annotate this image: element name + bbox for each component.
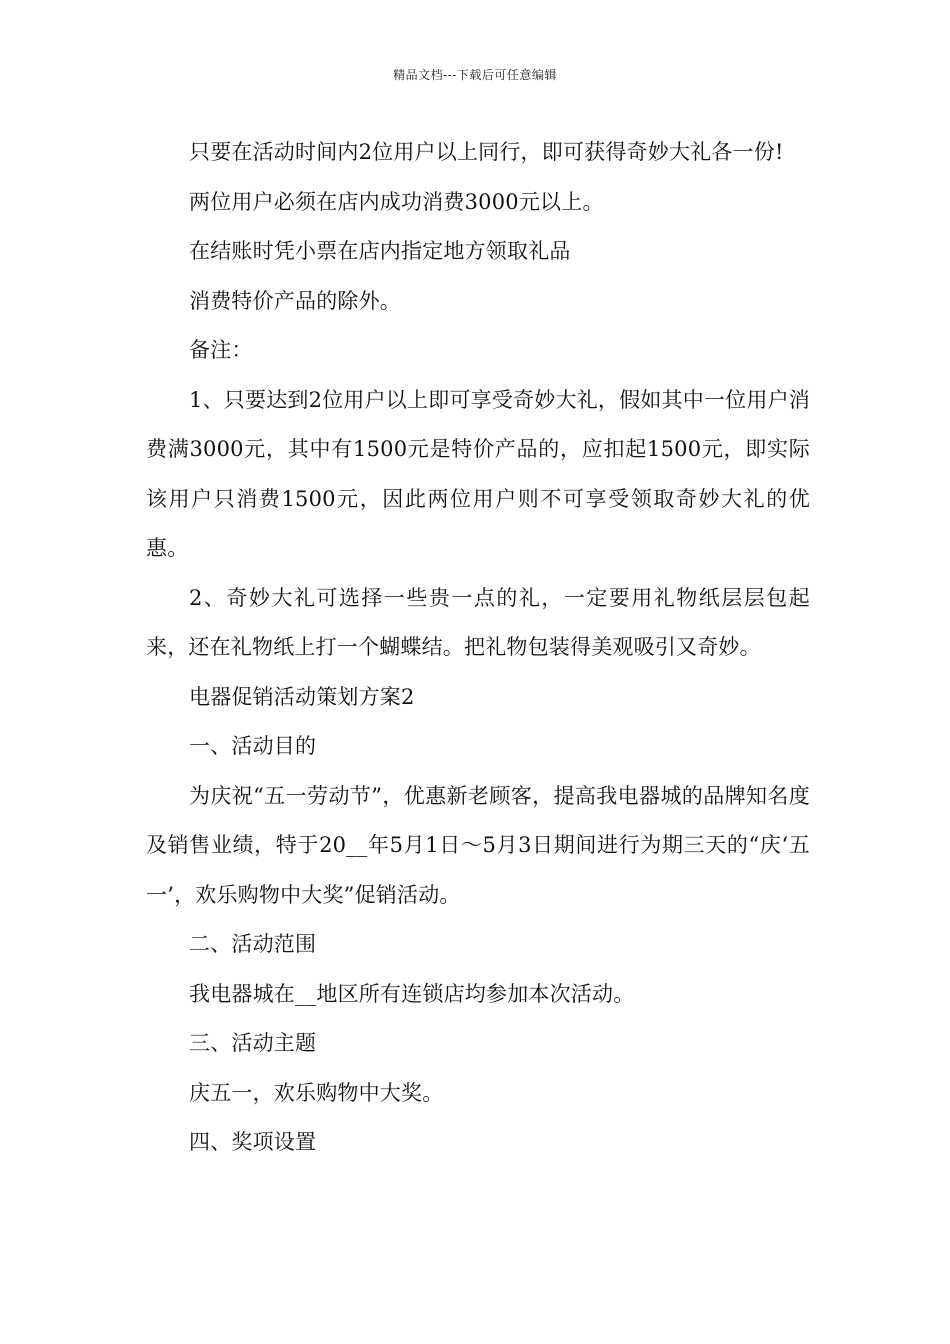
paragraph-theme: 庆五一，欢乐购物中大奖。	[189, 1080, 444, 1105]
heading-prize-setup: 四、奖项设置	[189, 1130, 317, 1154]
paragraph-note-2: 2、奇妙大礼可选择一些贵一点的礼，一定要用礼物纸层层包起来，还在礼物纸上打一个蝴蝶结。把礼物包装得美观吸引又奇妙。	[146, 585, 810, 659]
page-header: 精品文档---下载后可任意编辑	[393, 68, 557, 82]
section-title-plan-2: 电器促销活动策划方案2	[189, 684, 415, 709]
paragraph-min-spend: 两位用户必须在店内成功消费3000元以上。	[189, 189, 604, 214]
paragraph-receipt: 在结账时凭小票在店内指定地方领取礼品	[189, 239, 571, 263]
heading-activity-scope: 二、活动范围	[189, 932, 317, 956]
heading-activity-purpose: 一、活动目的	[189, 734, 317, 758]
paragraph-purpose: 为庆祝“五一劳动节”，优惠新老顾客，提高我电器城的品牌知名度及销售业绩，特于20__年5月1日～5月3日期间进行为期三天的“庆‘五一’，欢乐购物中大奖”促销活动。	[146, 783, 810, 907]
paragraph-gift-offer: 只要在活动时间内2位用户以上同行，即可获得奇妙大礼各一份!	[189, 140, 784, 164]
paragraph-exclusion: 消费特价产品的除外。	[189, 288, 401, 313]
paragraph-notes-label: 备注：	[189, 338, 253, 362]
paragraph-note-1: 1、只要达到2位用户以上即可享受奇妙大礼，假如其中一位用户消费满3000元，其中有1500元是特价产品的，应扣起1500元，即实际该用户只消费1500元，因此两位用户则不可享受领取奇妙大礼的优惠。	[146, 387, 810, 560]
document-body	[146, 128, 810, 1168]
heading-activity-theme: 三、活动主题	[189, 1031, 317, 1055]
paragraph-scope: 我电器城在__地区所有连锁店均参加本次活动。	[189, 981, 635, 1006]
